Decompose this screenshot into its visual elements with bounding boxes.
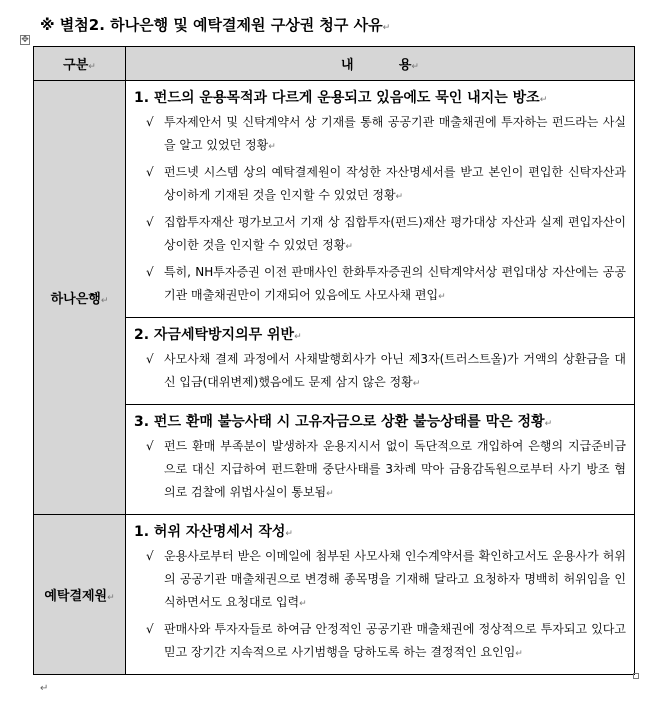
category-hana-bank: 하나은행↵ (34, 81, 126, 515)
section-cell (126, 515, 635, 675)
list-item: √ 판매사와 투자자들로 하여금 안정적인 공공기관 매출채권에 정상적으로 투자되고 있다고 믿고 장기간 지속적으로 사기범행을 당하도록 하는 결정적인 요인임↵ (146, 618, 626, 666)
header-category: 구분↵ (34, 47, 126, 81)
list-item: √ 펀드 환매 부족분이 발생하자 운용지시서 없이 독단적으로 개입하여 은행의 지급준비금으로 대신 지급하여 펀드환매 중단사태를 3차례 막아 금융감독원으로부터 사기 방조 혐의로 검찰에 위법사실이 통보됨↵ (146, 435, 626, 506)
list-item: √ 사모사채 결제 과정에서 사채발행회사가 아닌 제3자(트러스트올)가 거액의 상환금을 대신 입금(대위변제)했음에도 문제 삼지 않은 정황↵ (146, 348, 626, 396)
check-mark-icon: √ (146, 549, 154, 563)
table-header-row (34, 47, 635, 81)
table-row (34, 81, 635, 318)
check-mark-icon: √ (146, 265, 154, 279)
check-mark-icon: √ (146, 439, 154, 453)
check-mark-icon: √ (146, 352, 154, 366)
section-title: 2. 자금세탁방지의무 위반↵ (134, 327, 302, 343)
check-mark-icon: √ (146, 115, 154, 129)
paragraph-mark: ↵ (40, 683, 49, 694)
section-cell (126, 405, 635, 515)
list-item: √ 투자제안서 및 신탁계약서 상 기재를 통해 공공기관 매출채권에 투자하는 펀드라는 사실을 알고 있었던 정황↵ (146, 111, 626, 159)
page-title: ※ 별첨2. 하나은행 및 예탁결제원 구상권 청구 사유↵ (40, 16, 391, 34)
section-cell (126, 81, 635, 318)
section-title: 3. 펀드 환매 불능사태 시 고유자금으로 상환 불능상태를 막은 정황↵ (134, 414, 553, 430)
category-ksd: 예탁결제원↵ (34, 515, 126, 675)
table-row (34, 515, 635, 675)
list-item: √ 집합투자재산 평가보고서 기재 상 집합투자(펀드)재산 평가대상 자산과 실제 편입자산이 상이한 것을 인지할 수 있었던 정황↵ (146, 211, 626, 259)
list-item: √ 펀드넷 시스템 상의 예탁결제원이 작성한 자산명세서를 받고 본인이 편입한 신탁자산과 상이하게 기재된 것을 인지할 수 있었던 정황↵ (146, 161, 626, 209)
list-item: √ 운용사로부터 받은 이메일에 첨부된 사모사채 인수계약서를 확인하고서도 운용사가 허위의 공공기관 매출채권으로 변경해 종목명을 기재해 달라고 요청하자 명백히 허위임을 인식하면서도 요청대로 입력↵ (146, 545, 626, 616)
section-cell (126, 318, 635, 405)
section-title: 1. 허위 자산명세서 작성↵ (134, 524, 293, 540)
header-content: 내 용↵ (126, 47, 635, 81)
list-item: √ 특히, NH투자증권 이전 판매사인 한화투자증권의 신탁계약서상 편입대상 자산에는 공공기관 매출채권만이 기재되어 있음에도 사모사채 편입↵ (146, 261, 626, 309)
check-mark-icon: √ (146, 165, 154, 179)
claim-reasons-table (33, 46, 635, 675)
section-title: 1. 펀드의 운용목적과 다르게 운용되고 있음에도 묵인 내지는 방조↵ (134, 90, 548, 106)
check-mark-icon: √ (146, 215, 154, 229)
table-move-handle-icon[interactable]: ✥ (21, 35, 29, 45)
check-mark-icon: √ (146, 622, 154, 636)
table-resize-handle[interactable] (633, 673, 639, 679)
